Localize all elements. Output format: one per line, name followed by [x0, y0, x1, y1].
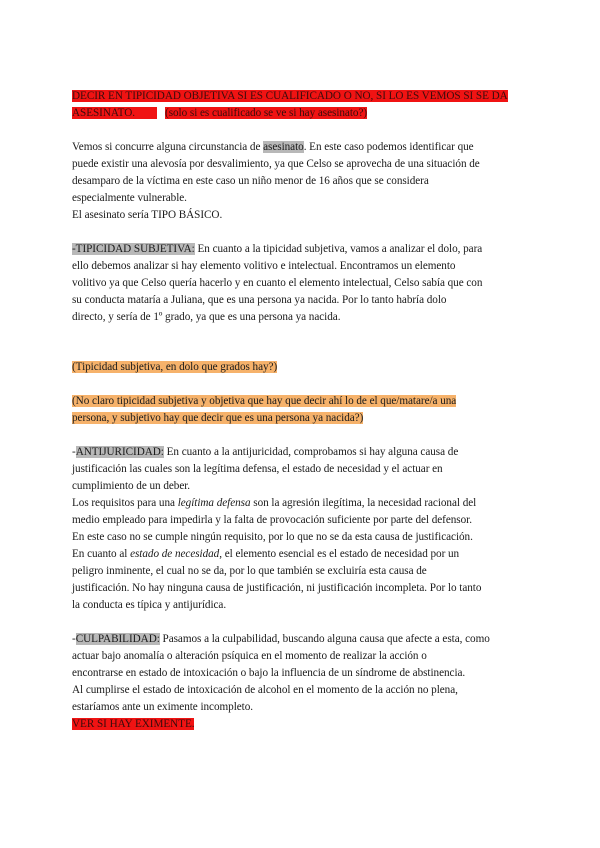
heading-line-1: DECIR EN TIPICIDAD OBJETIVA SI ES CUALIFICADO O NO, SI LO ES VEMOS SI SE DA: [72, 90, 508, 102]
question-1-text: (Tipicidad subjetiva, en dolo que grados hay?): [72, 361, 278, 373]
label-culpabilidad: CULPABILIDAD:: [75, 633, 160, 645]
label-tipicidad-subjetiva: -TIPICIDAD SUBJETIVA:: [72, 243, 195, 255]
question-2: (No claro tipicidad subjetiva y objetiva que hay que decir ahí lo de el que/matare/a una persona, y subjetivo hay que decir que es una persona ya nacida?): [72, 395, 457, 424]
paragraph-antijuricidad: -ANTIJURICIDAD: En cuanto a la antijuricidad, comprobamos si hay alguna causa de justificación las cuales son la legítima defensa, el estado de necesidad y el actuar en cumplimiento de un deber. Los requisitos para una legítima defensa son la agresión ilegítima, la necesidad racional del medio empleado para impedirla y la falta de provocación suficiente por parte del defensor. En este caso no se cumple ningún requisito, por lo que no se da esta causa de justificación. En cuanto al estado de necesidad, el elemento esencial es el estado de necesidad por un peligro inminente, el cual no se da, por lo que también se excluiría esta causa de justificación. No hay ninguna causa de justificación, ni justificación incompleta. Por lo tanto la conducta es típica y antijurídica.: [72, 446, 482, 611]
paragraph-tipicidad-subjetiva: -TIPICIDAD SUBJETIVA: En cuanto a la tipicidad subjetiva, vamos a analizar el dolo, para ello debemos analizar si hay elemento volitivo e intelectual. Encontramos un elemento volitivo ya que Celso quería hacerlo y en cuanto el elemento intelectual, Celso sabía que con su conducta mataría a Juliana, que es una persona ya nacida. Por lo tanto habría dolo directo, y sería de 1º grado, ya que es una persona ya nacida.: [72, 243, 483, 323]
paragraph-asesinato: Vemos si concurre alguna circunstancia de asesinato. En este caso podemos identificar que puede existir una alevosía por desvalimiento, ya que Celso se aprovecha de una situación de desamparo de la víctima en este caso un niño menor de 16 años que se considera especialmente vulnerable. El asesinato sería TIPO BÁSICO.: [72, 141, 480, 221]
heading-line-2: ASESINATO.: [72, 107, 157, 119]
highlight-asesinato: asesinato: [263, 141, 304, 153]
paragraph-culpabilidad: -CULPABILIDAD: Pasamos a la culpabilidad, buscando alguna causa que afecte a esta, como actuar bajo anomalía o alteración psíquica en el momento de realizar la acción o encontrarse en estado de intoxicación o bajo la influencia de un síndrome de abstinencia. Al cumplirse el estado de intoxicación de alcohol en el momento de la acción no plena, estaríamos ante un eximente incompleto. VER SI HAY EXIMENTE.: [72, 633, 490, 730]
document-page: [72, 88, 532, 733]
note-ver-eximente: VER SI HAY EXIMENTE.: [72, 718, 195, 730]
label-antijuricidad: ANTIJURICIDAD:: [75, 446, 164, 458]
question-1: [72, 359, 532, 376]
heading-note: (solo si es cualificado se ve si hay asesinato?): [165, 107, 368, 119]
heading-block: [72, 88, 532, 122]
